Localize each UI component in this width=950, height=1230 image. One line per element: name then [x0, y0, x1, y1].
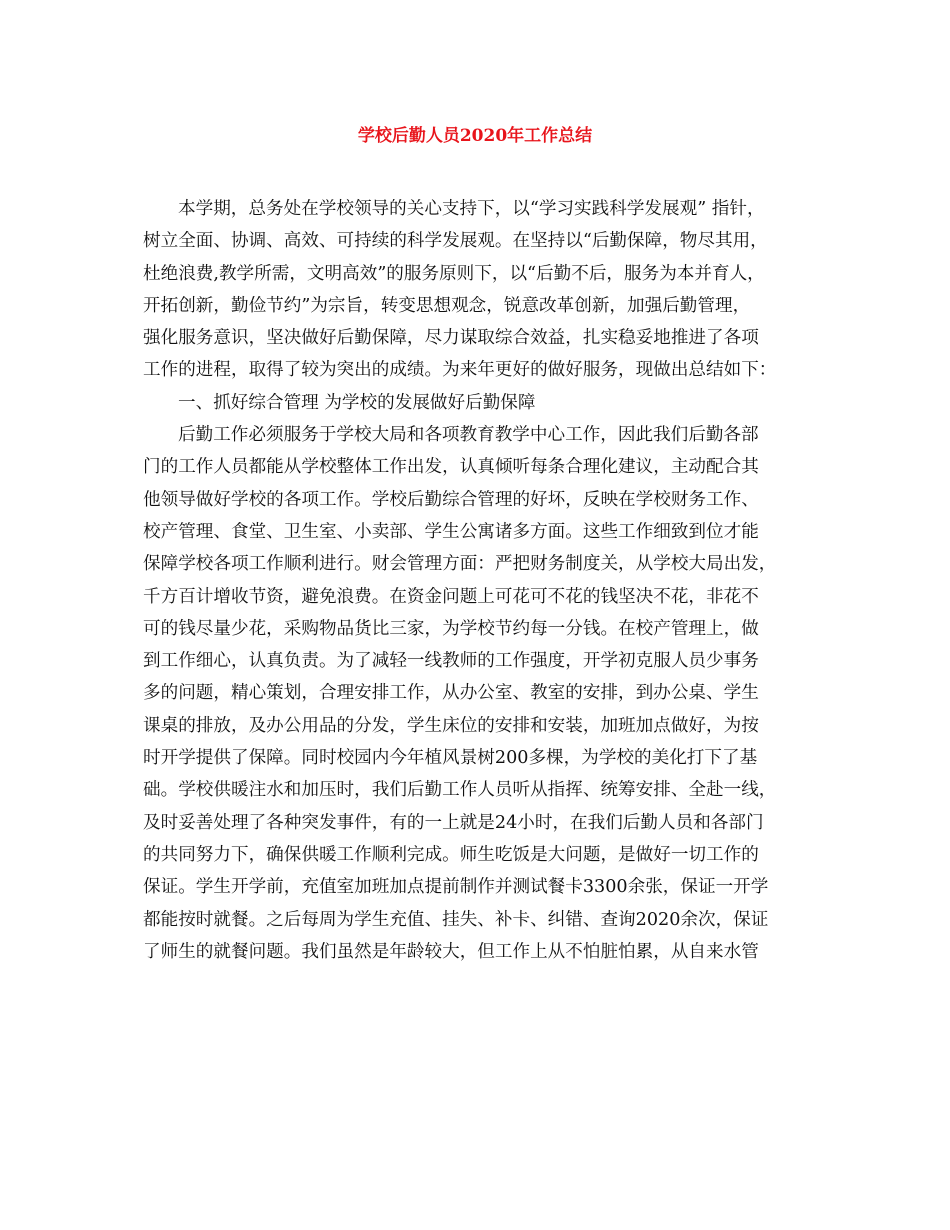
paragraph-line: 强化服务意识，坚决做好后勤保障，尽力谋取综合效益，扎实稳妥地推进了各项 [143, 328, 759, 349]
paragraph-line: 到工作细心，认真负责。为了减轻一线教师的工作强度，开学初克服人员少事务 [143, 651, 759, 672]
paragraph-line: 可的钱尽量少花，采购物品货比三家，为学校节约每一分钱。在校产管理上，做 [143, 618, 759, 639]
paragraph-line: 保障学校各项工作顺利进行。财会管理方面：严把财务制度关，从学校大局出发， [143, 554, 777, 575]
paragraph-line: 时开学提供了保障。同时校园内今年植风景树200多棵，为学校的美化打下了基 [143, 748, 758, 769]
paragraph-line: 多的问题，精心策划，合理安排工作，从办公室、教室的安排，到办公桌、学生 [143, 683, 759, 704]
paragraph-line: 及时妥善处理了各种突发事件，有的一上就是24小时，在我们后勤人员和各部门 [143, 812, 764, 833]
document-title: 学校后勤人员2020年工作总结 [357, 126, 593, 146]
paragraph-line: 工作的进程，取得了较为突出的成绩。为来年更好的做好服务，现做出总结如下： [143, 360, 777, 381]
paragraph-line: 开拓创新，勤俭节约”为宗旨，转变思想观念，锐意改革创新，加强后勤管理， [143, 295, 751, 316]
document-body [143, 193, 811, 968]
paragraph-line: 后勤工作必须服务于学校大局和各项教育教学中心工作，因此我们后勤各部 [178, 425, 759, 446]
section-heading: 一、抓好综合管理 为学校的发展做好后勤保障 [178, 392, 536, 413]
paragraph-line: 保证。学生开学前，充值室加班加点提前制作并测试餐卡3300余张，保证一开学 [143, 877, 769, 898]
paragraph-line: 他领导做好学校的各项工作。学校后勤综合管理的好坏，反映在学校财务工作、 [143, 489, 759, 510]
paragraph-line: 树立全面、协调、高效、可持续的科学发展观。在坚持以“后勤保障，物尽其用， [143, 231, 768, 252]
paragraph-line: 的共同努力下，确保供暖工作顺利完成。师生吃饭是大问题，是做好一切工作的 [143, 844, 759, 865]
paragraph-line: 杜绝浪费,教学所需，文明高效”的服务原则下，以“后勤不后，服务为本并育人， [143, 263, 765, 284]
paragraph-line: 千方百计增收节资，避免浪费。在资金问题上可花可不花的钱坚决不花，非花不 [143, 586, 759, 607]
paragraph-line: 都能按时就餐。之后每周为学生充值、挂失、补卡、纠错、查询2020余次，保证 [143, 909, 769, 930]
paragraph-line: 了师生的就餐问题。我们虽然是年龄较大，但工作上从不怕脏怕累，从自来水管 [143, 941, 759, 962]
paragraph-line: 本学期，总务处在学校领导的关心支持下，以“学习实践科学发展观” 指针， [178, 199, 765, 219]
paragraph-line: 础。学校供暖注水和加压时，我们后勤工作人员听从指挥、统筹安排、全赴一线， [143, 780, 777, 801]
paragraph-line: 校产管理、食堂、卫生室、小卖部、学生公寓诸多方面。这些工作细致到位才能 [143, 521, 759, 542]
paragraph-line: 课桌的排放，及办公用品的分发，学生床位的安排和安装，加班加点做好，为按 [143, 715, 759, 736]
paragraph-line: 门的工作人员都能从学校整体工作出发，认真倾听每条合理化建议，主动配合其 [143, 457, 759, 478]
